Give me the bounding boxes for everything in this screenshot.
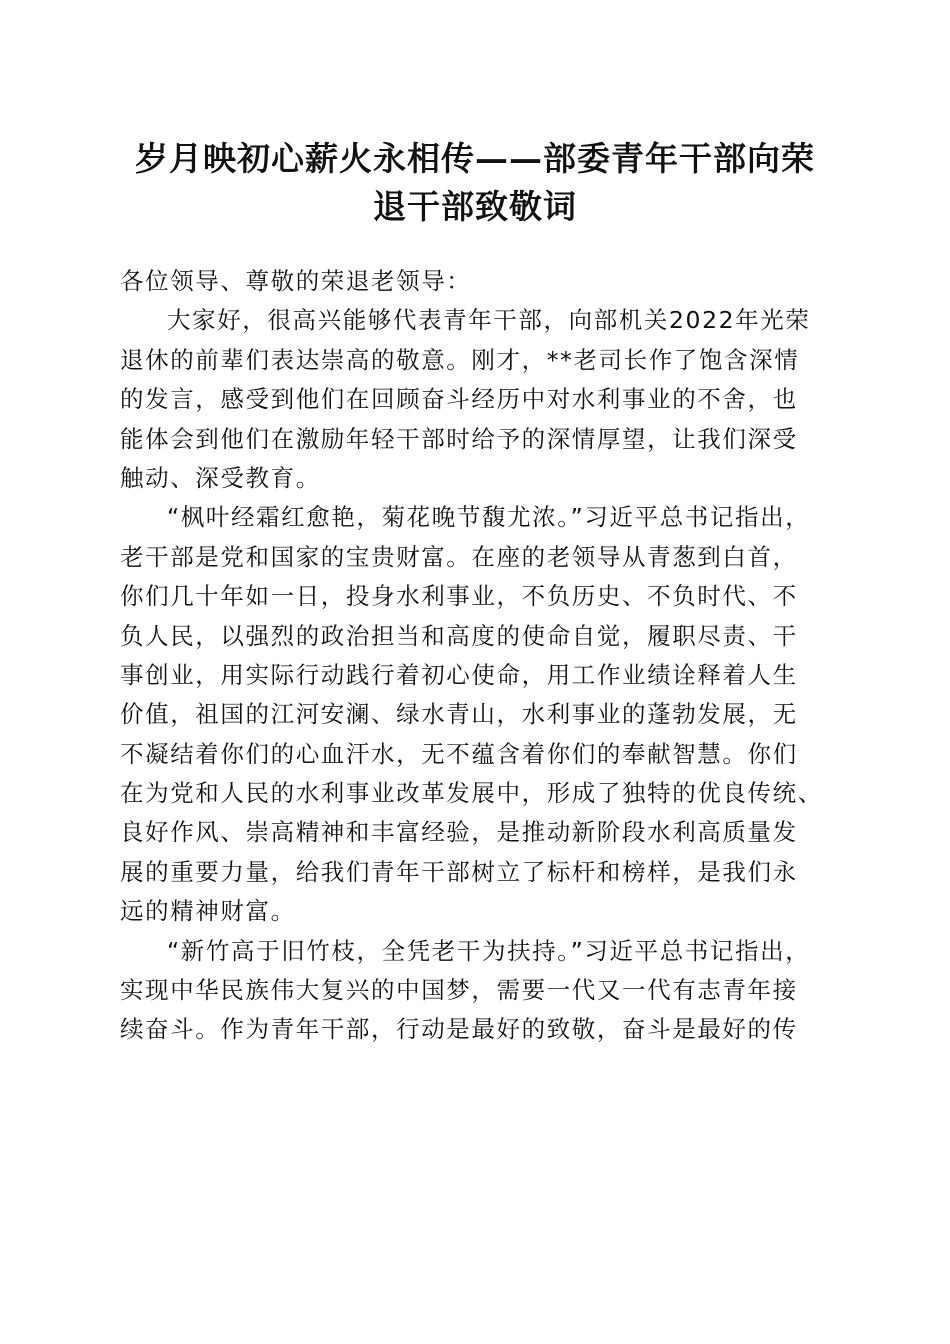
paragraph-line: 价值，祖国的江河安澜、绿水青山，水利事业的蓬勃发展，无 xyxy=(120,700,798,729)
paragraph-line: 能体会到他们在激励年轻干部时给予的深情厚望，让我们深受 xyxy=(120,424,798,453)
paragraph-line: “枫叶经霜红愈艳，菊花晚节馥尤浓。”习近平总书记指出， xyxy=(167,503,811,532)
paragraph-line: 实现中华民族伟大复兴的中国梦，需要一代又一代有志青年接 xyxy=(120,976,798,1005)
title-line: 退干部致敬词 xyxy=(373,187,577,226)
paragraph-greeting xyxy=(120,301,840,498)
paragraph-line: 不凝结着你们的心血汗水，无不蕴含着你们的奉献智慧。你们 xyxy=(120,739,798,768)
document-title xyxy=(100,135,850,231)
document-body xyxy=(120,262,840,1050)
paragraph-line: 的发言，感受到他们在回顾奋斗经历中对水利事业的不舍，也 xyxy=(120,385,798,414)
title-line: 岁月映初心薪火永相传——部委青年干部向荣 xyxy=(135,139,815,178)
paragraph-line: 退休的前辈们表达崇高的敬意。刚才，**老司长作了饱含深情 xyxy=(120,345,800,374)
paragraph-line: 触动、深受教育。 xyxy=(120,463,321,492)
paragraph-line: 事创业，用实际行动践行着初心使命，用工作业绩诠释着人生 xyxy=(120,660,798,689)
paragraph-line: “新竹高于旧竹枝，全凭老干为扶持。”习近平总书记指出， xyxy=(167,936,811,965)
salutation: 各位领导、尊敬的荣退老领导： xyxy=(120,267,472,295)
paragraph-bamboo xyxy=(120,932,840,1050)
paragraph-line: 你们几十年如一日，投身水利事业，不负历史、不负时代、不 xyxy=(120,582,798,611)
paragraph-line: 老干部是党和国家的宝贵财富。在座的老领导从青葱到白首， xyxy=(120,542,798,571)
paragraph-line: 远的精神财富。 xyxy=(120,897,296,926)
paragraph-maple-leaf xyxy=(120,498,840,931)
paragraph-line: 在为党和人民的水利事业改革发展中，形成了独特的优良传统、 xyxy=(120,779,823,808)
paragraph-line: 展的重要力量，给我们青年干部树立了标杆和榜样，是我们永 xyxy=(120,857,798,886)
paragraph-line: 续奋斗。作为青年干部，行动是最好的致敬，奋斗是最好的传 xyxy=(120,1015,798,1044)
paragraph-line: 负人民，以强烈的政治担当和高度的使命自觉，履职尽责、干 xyxy=(120,621,798,650)
paragraph-line: 良好作风、崇高精神和丰富经验，是推动新阶段水利高质量发 xyxy=(120,818,798,847)
paragraph-line: 大家好，很高兴能够代表青年干部，向部机关2022年光荣 xyxy=(167,306,811,335)
